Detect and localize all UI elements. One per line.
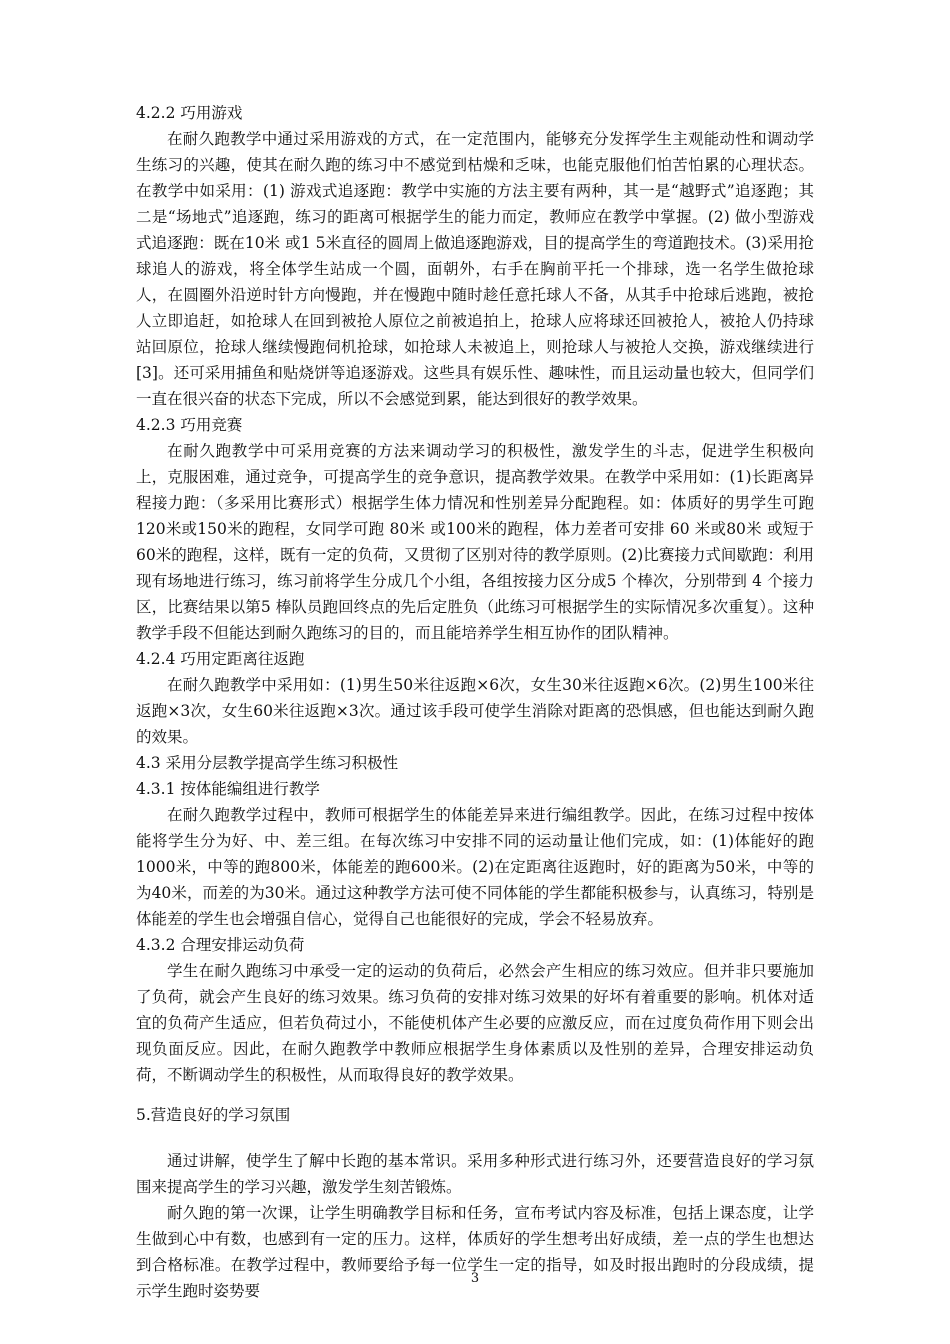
paragraph-atmosphere-1: 通过讲解，使学生了解中长跑的基本常识。采用多种形式进行练习外，还要营造良好的学习氛围来提高学生的学习兴趣，激发学生刻苦锻炼。 bbox=[136, 1152, 814, 1196]
page-content bbox=[136, 100, 814, 1304]
heading-4-2-2: 4.2.2 巧用游戏 bbox=[136, 104, 243, 122]
paragraph-grouping: 在耐久跑教学过程中，教师可根据学生的体能差异来进行编组教学。因此，在练习过程中按体能将学生分为好、中、差三组。在每次练习中安排不同的运动量让他们完成，如：(1)体能好的跑1000米，中等的跑800米，体能差的跑600米。(2)在定距离往返跑时，好的距离为50米，中等的为40米，而差的为30米。通过这种教学方法可使不同体能的学生都能积极参与，认真练习，特别是体能差的学生也会增强自信心，觉得自己也能很好的完成，学会不轻易放弃。 bbox=[136, 806, 814, 928]
heading-4-3-2: 4.3.2 合理安排运动负荷 bbox=[136, 936, 305, 954]
paragraph-atmosphere-2: 耐久跑的第一次课，让学生明确教学目标和任务，宣布考试内容及标准，包括上课态度，让学生做到心中有数，也感到有一定的压力。这样，体质好的学生想考出好成绩，差一点的学生也想达到合格标准。在教学过程中，教师要给予每一位学生一定的指导，如及时报出跑时的分段成绩，提示学生跑时姿势要 bbox=[136, 1204, 814, 1300]
heading-4-3: 4.3 采用分层教学提高学生练习积极性 bbox=[136, 754, 399, 772]
heading-section-5: 5.营造良好的学习氛围 bbox=[136, 1106, 291, 1124]
paragraph-games: 在耐久跑教学中通过采用游戏的方式，在一定范围内，能够充分发挥学生主观能动性和调动学生练习的兴趣，使其在耐久跑的练习中不感觉到枯燥和乏味，也能克服他们怕苦怕累的心理状态。在教学中如采用：(1) 游戏式追逐跑：教学中实施的方法主要有两种，其一是“越野式”追逐跑；其二是“场地式”追逐跑，练习的距离可根据学生的能力而定，教师应在教学中掌握。(2) 做小型游戏式追逐跑：既在10米 或1 5米直径的圆周上做追逐跑游戏，目的提高学生的弯道跑技术。(3)采用抢球追人的游戏，将全体学生站成一个圆，面朝外，右手在胸前平托一个排球，选一名学生做抢球人，在圆圈外沿逆时针方向慢跑，并在慢跑中随时趁任意托球人不备，从其手中抢球后逃跑，被抢人立即追赶，如抢球人在回到被抢人原位之前被追拍上，抢球人应将球还回被抢人，被抢人仍持球站回原位，抢球人继续慢跑伺机抢球，如抢球人未被追上，则抢球人与被抢人交换，游戏继续进行[3]。还可采用捕鱼和贴烧饼等追逐游戏。这些具有娱乐性、趣味性，而且运动量也较大，但同学们一直在很兴奋的状态下完成，所以不会感觉到累，能达到很好的教学效果。 bbox=[136, 130, 814, 408]
paragraph-shuttle-run: 在耐久跑教学中采用如：(1)男生50米往返跑×6次，女生30米往返跑×6次。(2)男生100米往返跑×3次，女生60米往返跑×3次。通过该手段可使学生消除对距离的恐惧感，但也能达到耐久跑的效果。 bbox=[136, 676, 814, 746]
paragraph-load: 学生在耐久跑练习中承受一定的运动的负荷后，必然会产生相应的练习效应。但并非只要施加了负荷，就会产生良好的练习效果。练习负荷的安排对练习效果的好坏有着重要的影响。机体对适宜的负荷产生适应，但若负荷过小，不能使机体产生必要的应激反应，而在过度负荷作用下则会出现负面反应。因此，在耐久跑教学中教师应根据学生身体素质以及性别的差异，合理安排运动负荷，不断调动学生的积极性，从而取得良好的教学效果。 bbox=[136, 962, 814, 1084]
page-number: 3 bbox=[470, 1271, 480, 1286]
heading-4-2-4: 4.2.4 巧用定距离往返跑 bbox=[136, 650, 305, 668]
heading-4-3-1: 4.3.1 按体能编组进行教学 bbox=[136, 780, 320, 798]
paragraph-competition: 在耐久跑教学中可采用竞赛的方法来调动学习的积极性，激发学生的斗志，促进学生积极向上，克服困难，通过竞争，可提高学生的竞争意识，提高教学效果。在教学中采用如：(1)长距离异程接力跑：（多采用比赛形式）根据学生体力情况和性别差异分配跑程。如：体质好的男学生可跑120米或150米的跑程，女同学可跑 80米 或100米的跑程，体力差者可安排 60 米或80米 或短于 60米的跑程，这样，既有一定的负荷，又贯彻了区别对待的教学原则。(2)比赛接力式间歇跑：利用现有场地进行练习，练习前将学生分成几个小组，各组按接力区分成5 个棒次，分别带到 4 个接力区，比赛结果以第5 棒队员跑回终点的先后定胜负（此练习可根据学生的实际情况多次重复）。这种教学手段不但能达到耐久跑练习的目的，而且能培养学生相互协作的团队精神。 bbox=[136, 442, 814, 642]
heading-4-2-3: 4.2.3 巧用竞赛 bbox=[136, 416, 243, 434]
